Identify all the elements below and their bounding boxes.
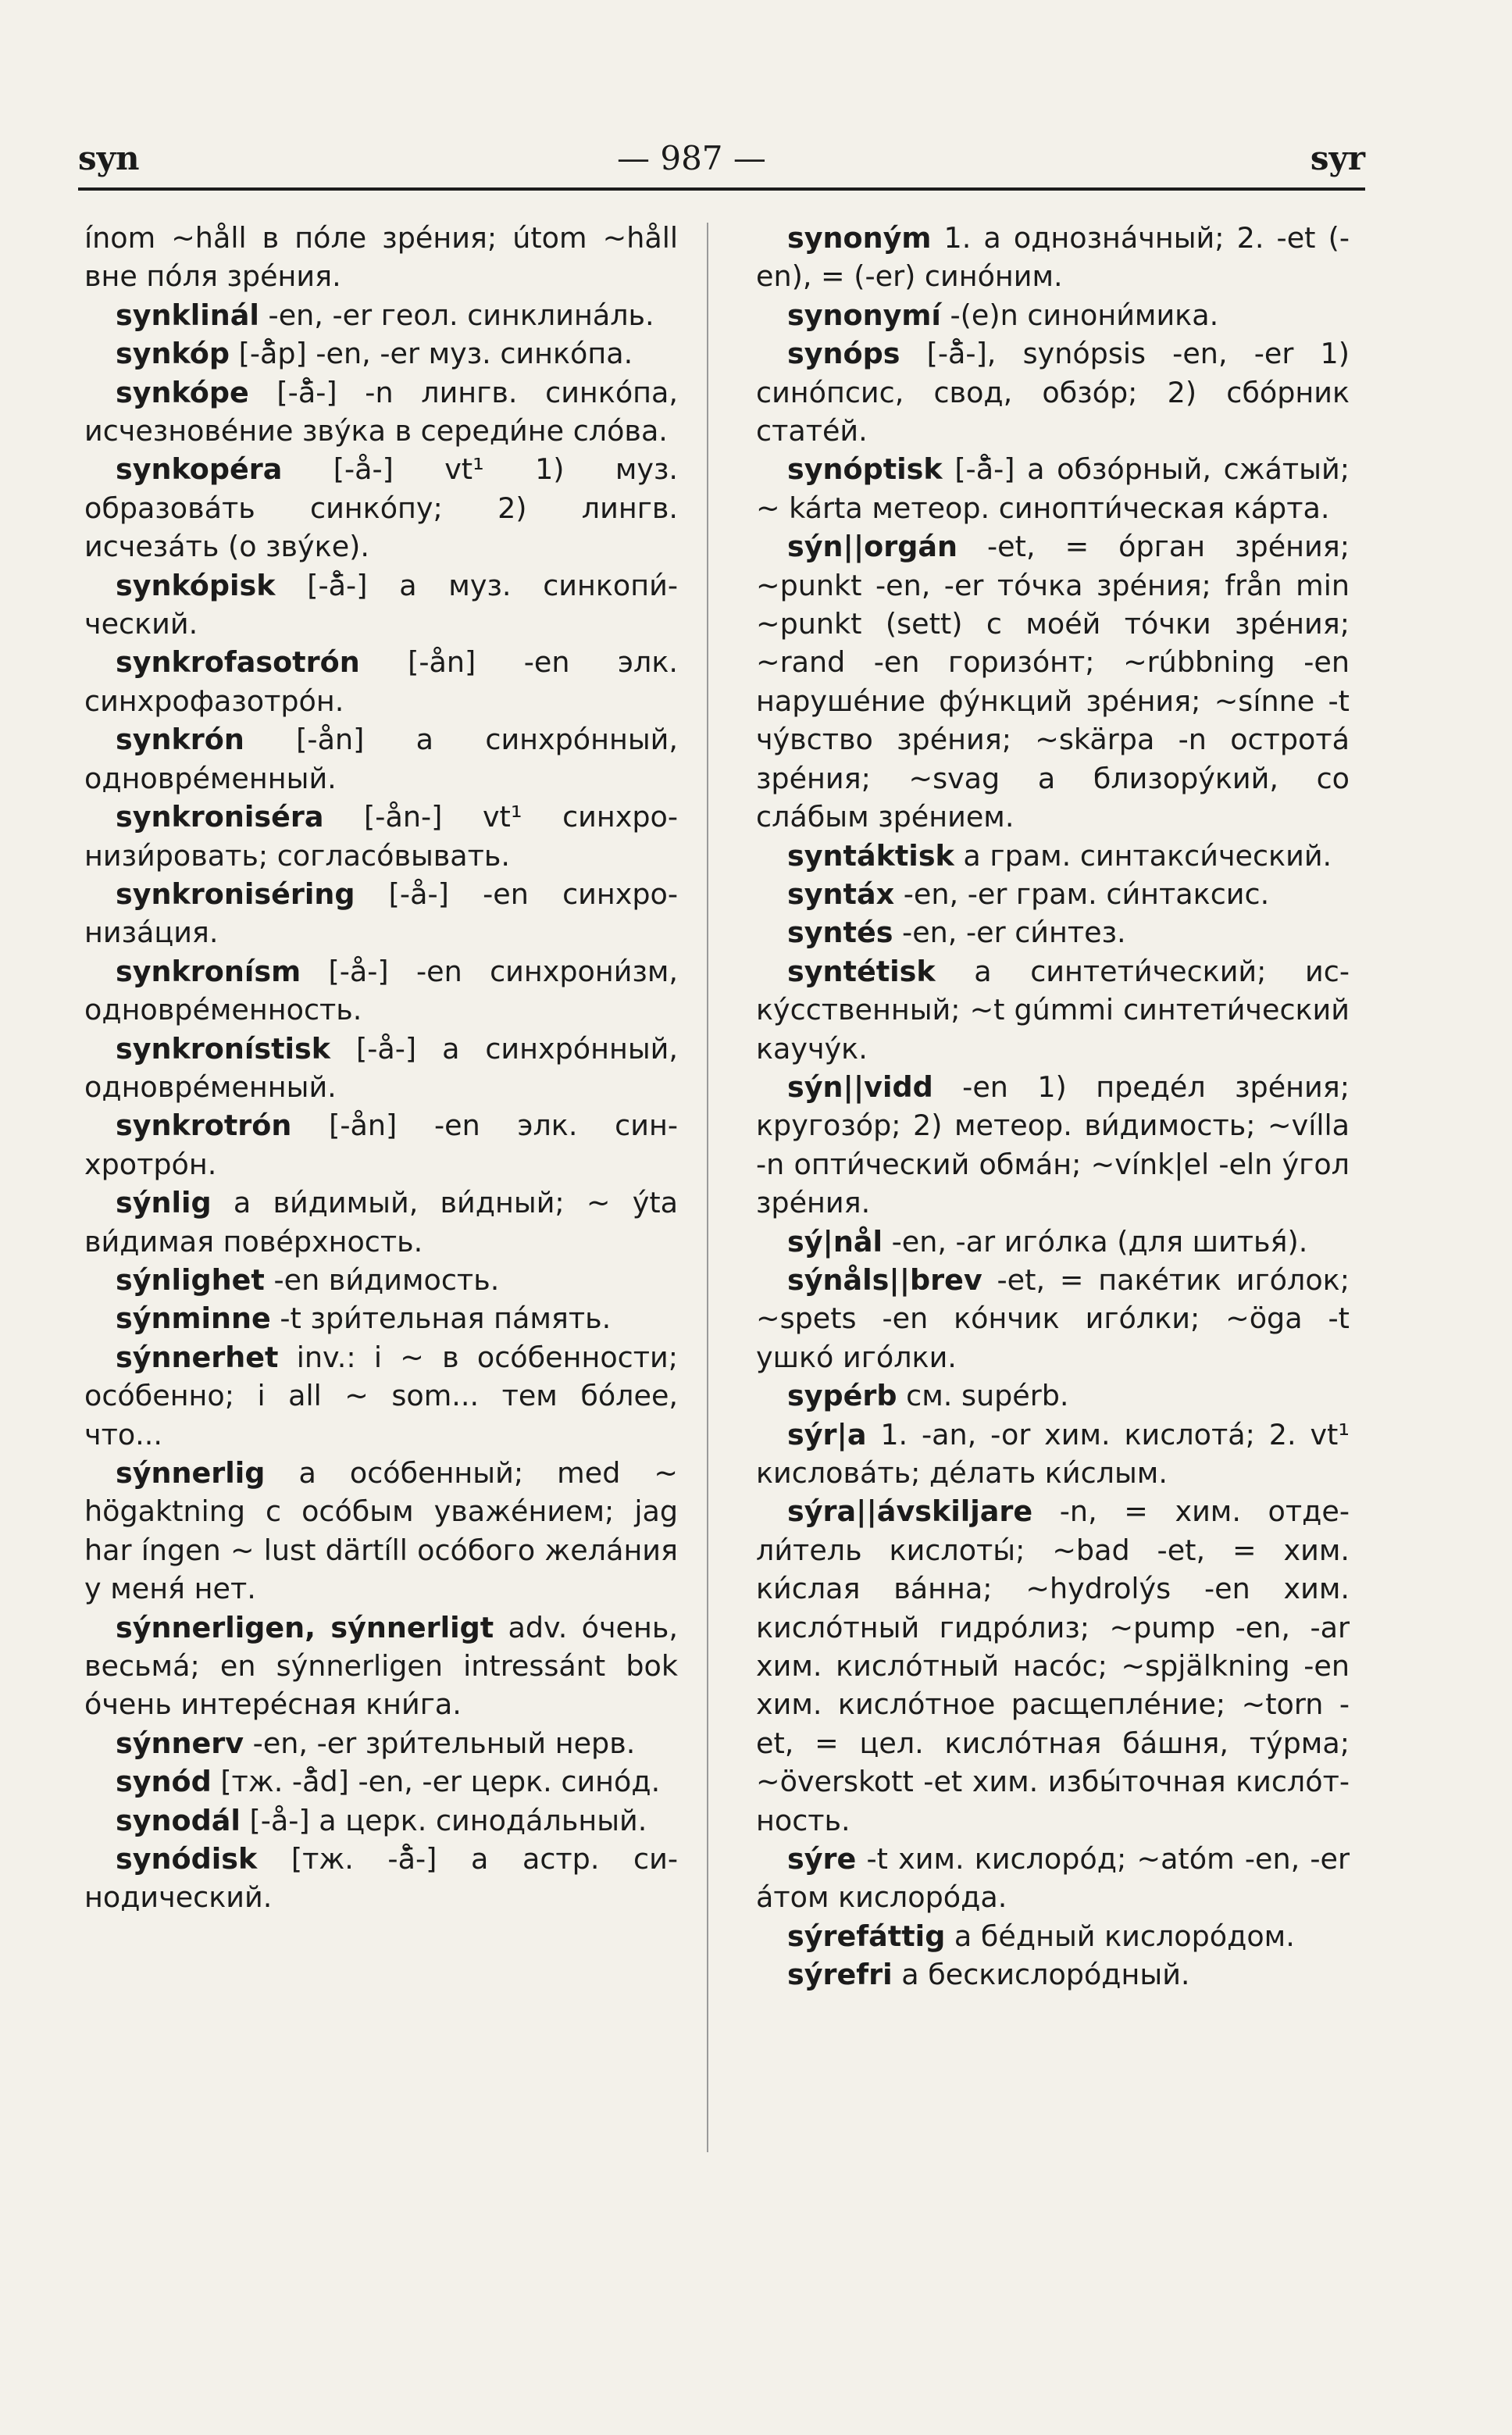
entry-text: -(e)n синони́мика. [940, 298, 1219, 332]
headword: sýnlighet [116, 1262, 265, 1297]
dictionary-entry [84, 450, 678, 566]
entry-text: inv.: i ~ в осо́бенности; осо́бенно; i all ~ som... тем бо́лее, что... [84, 1340, 678, 1451]
headword: synodál [116, 1803, 241, 1837]
dictionary-entry [84, 1762, 678, 1801]
headword: synóps [787, 337, 900, 371]
dictionary-entry [756, 1416, 1350, 1493]
dictionary-entry [84, 1261, 678, 1299]
entry-text: a бе́дный кислоро́дом. [945, 1919, 1295, 1953]
dictionary-entry [84, 1724, 678, 1762]
headword: sýnåls||brev [787, 1262, 982, 1297]
dictionary-entry [84, 1030, 678, 1107]
headword: synkronístisk [116, 1031, 331, 1066]
headword: sýn||orgán [787, 530, 957, 564]
entry-text: [-å̄-] -n лингв. синко́па, исчезнове́ние зву́ка в середи́не сло́ва. [84, 375, 678, 448]
entry-text: 1. a однозна́чный; 2. -et (-en), = (-er) сино́ним. [756, 221, 1350, 294]
header-rule [78, 187, 1365, 191]
headword: sýrefri [787, 1958, 893, 1992]
dictionary-entry [84, 643, 678, 720]
dictionary-entry [756, 1223, 1350, 1261]
dictionary-entry [84, 875, 678, 952]
headword: synkóp [116, 337, 230, 371]
headword: sý|nål [787, 1224, 883, 1259]
dictionary-entry [84, 1840, 678, 1917]
headword: sýrefáttig [787, 1919, 946, 1953]
dictionary-entry [756, 875, 1350, 913]
entry-text: см. supérb. [897, 1379, 1069, 1413]
entry-text: [-å̄-] a муз. синкопи́ческий. [84, 568, 678, 641]
dictionary-entry [756, 952, 1350, 1068]
dictionary-entry [756, 1261, 1350, 1376]
headword: synkópe [116, 375, 249, 409]
headword: synoným [787, 221, 932, 255]
entry-text: [-å̄-], synópsis -en, -er 1) сино́псис, свод, обзо́р; 2) сбо́рник стате́й. [756, 337, 1350, 448]
dictionary-entry [756, 837, 1350, 875]
entry-text: [-å̄p] -en, -er муз. синко́па. [230, 337, 633, 371]
left-column [84, 219, 678, 1917]
headword: sýnnerv [116, 1726, 244, 1760]
dictionary-entry [84, 1338, 678, 1454]
headword: synkrón [116, 723, 244, 757]
entry-text: -en, -er си́нтез. [893, 916, 1126, 950]
entry-text: -en 1) преде́л зре́ния; кругозо́р; 2) метеор. ви́димость; ~vílla -n опти́ческий обма́н; ~vínk|el -eln у́гол зре́ния. [756, 1069, 1350, 1220]
headword: sýnlig [116, 1186, 212, 1220]
dictionary-entry [756, 296, 1350, 334]
entry-text: [-å-] -en синхрониза́ция. [84, 877, 678, 950]
entry-text: [-å-] a синхро́нный, одновре́менный. [84, 1031, 678, 1104]
dictionary-entry [84, 373, 678, 451]
entry-text: -en, -er геол. синклина́ль. [259, 298, 654, 332]
dictionary-entry [84, 952, 678, 1030]
entry-text: [-ån-] vt¹ синхронизи́ровать; согласо́вывать. [84, 800, 678, 873]
dictionary-entry [84, 1454, 678, 1608]
headword: sypérb [787, 1379, 897, 1413]
entry-text: a ви́димый, ви́дный; ~ ýta ви́димая пове́рхность. [84, 1186, 678, 1259]
dictionary-entry [756, 1492, 1350, 1840]
headword: synkrotrón [116, 1109, 292, 1143]
entry-text: [-ån] -en элк. синхротро́н. [84, 1109, 678, 1181]
entry-text: -t хим. кислоро́д; ~atóm -en, -er а́том кислоро́да. [756, 1842, 1350, 1915]
right-guide-word: syr [1310, 139, 1365, 177]
headword: synkroniséra [116, 800, 324, 834]
entry-text: -et, = пакéтик иго́лок; ~spets -en ко́нчик иго́лки; ~öga -t ушко́ иго́лки. [756, 1262, 1350, 1374]
right-column [756, 219, 1350, 1994]
headword: synkópisk [116, 568, 276, 602]
headword: syntés [787, 916, 893, 950]
page-header [78, 139, 1365, 194]
entry-text: [-ån] a синхро́нный, одновре́менный. [84, 723, 678, 795]
dictionary-entry [756, 913, 1350, 952]
headword: sýnminne [116, 1301, 271, 1336]
headword: synódisk [116, 1842, 258, 1876]
entry-text: -t зри́тельная па́мять. [270, 1301, 612, 1336]
entry-text: [тж. -å̄-] a астр. синодический. [84, 1842, 678, 1915]
entry-text: -en, -ar иго́лка (для шитья́). [882, 1224, 1308, 1259]
headword: sýnnerhet [116, 1340, 279, 1374]
dictionary-entry [84, 720, 678, 798]
dictionary-entry [84, 566, 678, 644]
dictionary-entry [84, 219, 678, 296]
headword: synkronísm [116, 954, 301, 988]
headword: sýnnerlig [116, 1456, 266, 1490]
dictionary-entry [756, 527, 1350, 836]
dictionary-entry [756, 450, 1350, 527]
dictionary-entry [756, 1917, 1350, 1955]
entry-text: 1. -an, -or хим. кислота́; 2. vt¹ кислова́ть; де́лать ки́слым. [756, 1417, 1350, 1490]
headword: sýnnerligen, sýnnerligt [116, 1610, 494, 1644]
dictionary-entry [84, 1608, 678, 1724]
entry-text: [-å-] vt¹ 1) муз. образова́ть синко́пу; 2) лингв. исчеза́ть (о зву́ке). [84, 452, 678, 564]
entry-text: a синтети́ческий; иску́сственный; ~t gúmmi синтети́ческий каучу́к. [756, 954, 1350, 1066]
dictionary-entry [756, 219, 1350, 296]
dictionary-entry [84, 798, 678, 875]
entry-text: [-å̄-] a обзо́рный, сжа́тый; ~ kárta метеор. синопти́ческая ка́рта. [756, 452, 1350, 525]
entry-text: [тж. -å̄d] -en, -er церк. сино́д. [211, 1765, 661, 1799]
entry-text: a осо́бенный; med ~ högaktning с осо́бым уваже́нием; jag har íngen ~ lust därtíll осо́бого жела́ния у меня́ нет. [84, 1456, 678, 1606]
dictionary-entry [756, 1068, 1350, 1223]
headword: sýra||ávskiljare [787, 1494, 1033, 1529]
headword: synkroniséring [116, 877, 355, 911]
headword: syntétisk [787, 954, 936, 988]
dictionary-entry [84, 1801, 678, 1840]
headword: synóptisk [787, 452, 943, 487]
headword: synód [116, 1765, 212, 1799]
entry-text: a грам. синтакси́ческий. [954, 838, 1332, 873]
entry-text: [-å-] -en синхрони́зм, одновре́менность. [84, 954, 678, 1027]
dictionary-entry [84, 334, 678, 373]
entry-text: a бескислоро́дный. [892, 1958, 1190, 1992]
entry-text: -en ви́димость. [264, 1262, 500, 1297]
headword: syntáktisk [787, 838, 954, 873]
entry-text: ínom ~håll в по́ле зре́ния; útom ~håll вне по́ля зре́ния. [84, 221, 678, 294]
dictionary-entry [84, 1106, 678, 1184]
headword: sýre [787, 1842, 857, 1876]
dictionary-entry [756, 1376, 1350, 1415]
page-number: — 987 — [617, 139, 766, 177]
headword: synkrofasotrón [116, 645, 360, 680]
entry-text: adv. о́чень, весьма́; en sýnnerligen intressánt bok о́чень интере́сная кни́га. [84, 1610, 678, 1722]
dictionary-entry [756, 1955, 1350, 1994]
entry-text: -en, -er зри́тельный нерв. [244, 1726, 636, 1760]
dictionary-entry [84, 296, 678, 334]
headword: syntáx [787, 877, 895, 911]
entry-text: -n, = хим. отдели́тель кислоты́; ~bad -et, = хим. ки́слая ва́нна; ~hydrolýs -en хим. кисло́тный гидро́лиз; ~pump -en, -ar хим. кисло́тный насо́с; ~spjälkning -en хим. кисло́тное расщепле́ние; ~torn -et, = цел. кисло́тная ба́шня, ту́рма; ~överskott -et хим. избы́точная кисло́тность. [756, 1494, 1350, 1837]
dictionary-entry [84, 1184, 678, 1261]
left-guide-word: syn [78, 139, 140, 177]
headword: synklinál [116, 298, 259, 332]
entry-text: [-ån] -en элк. синхрофазотро́н. [84, 645, 678, 718]
entry-text: [-å-] a церк. синода́льный. [240, 1803, 647, 1837]
entry-text: -et, = о́рган зре́ния; ~punkt -en, -er то́чка зре́ния; från min ~punkt (sett) с мое́й то́чки зре́ния; ~rand -en горизо́нт; ~rúbbning -en наруше́ние фу́нкций зре́ния; ~sínne -t чу́вство зре́ния; ~skärpa -n острота́ зре́ния; ~svag a близору́кий, со сла́бым зре́нием. [756, 530, 1350, 834]
dictionary-entry [756, 334, 1350, 450]
headword: sýn||vidd [787, 1069, 933, 1104]
column-divider [707, 223, 708, 2152]
headword: synkopéra [116, 452, 283, 487]
headword: sýr|a [787, 1417, 867, 1451]
dictionary-entry [756, 1840, 1350, 1917]
dictionary-entry [84, 1299, 678, 1337]
headword: synonymí [787, 298, 941, 332]
entry-text: -en, -er грам. си́нтаксис. [894, 877, 1270, 911]
